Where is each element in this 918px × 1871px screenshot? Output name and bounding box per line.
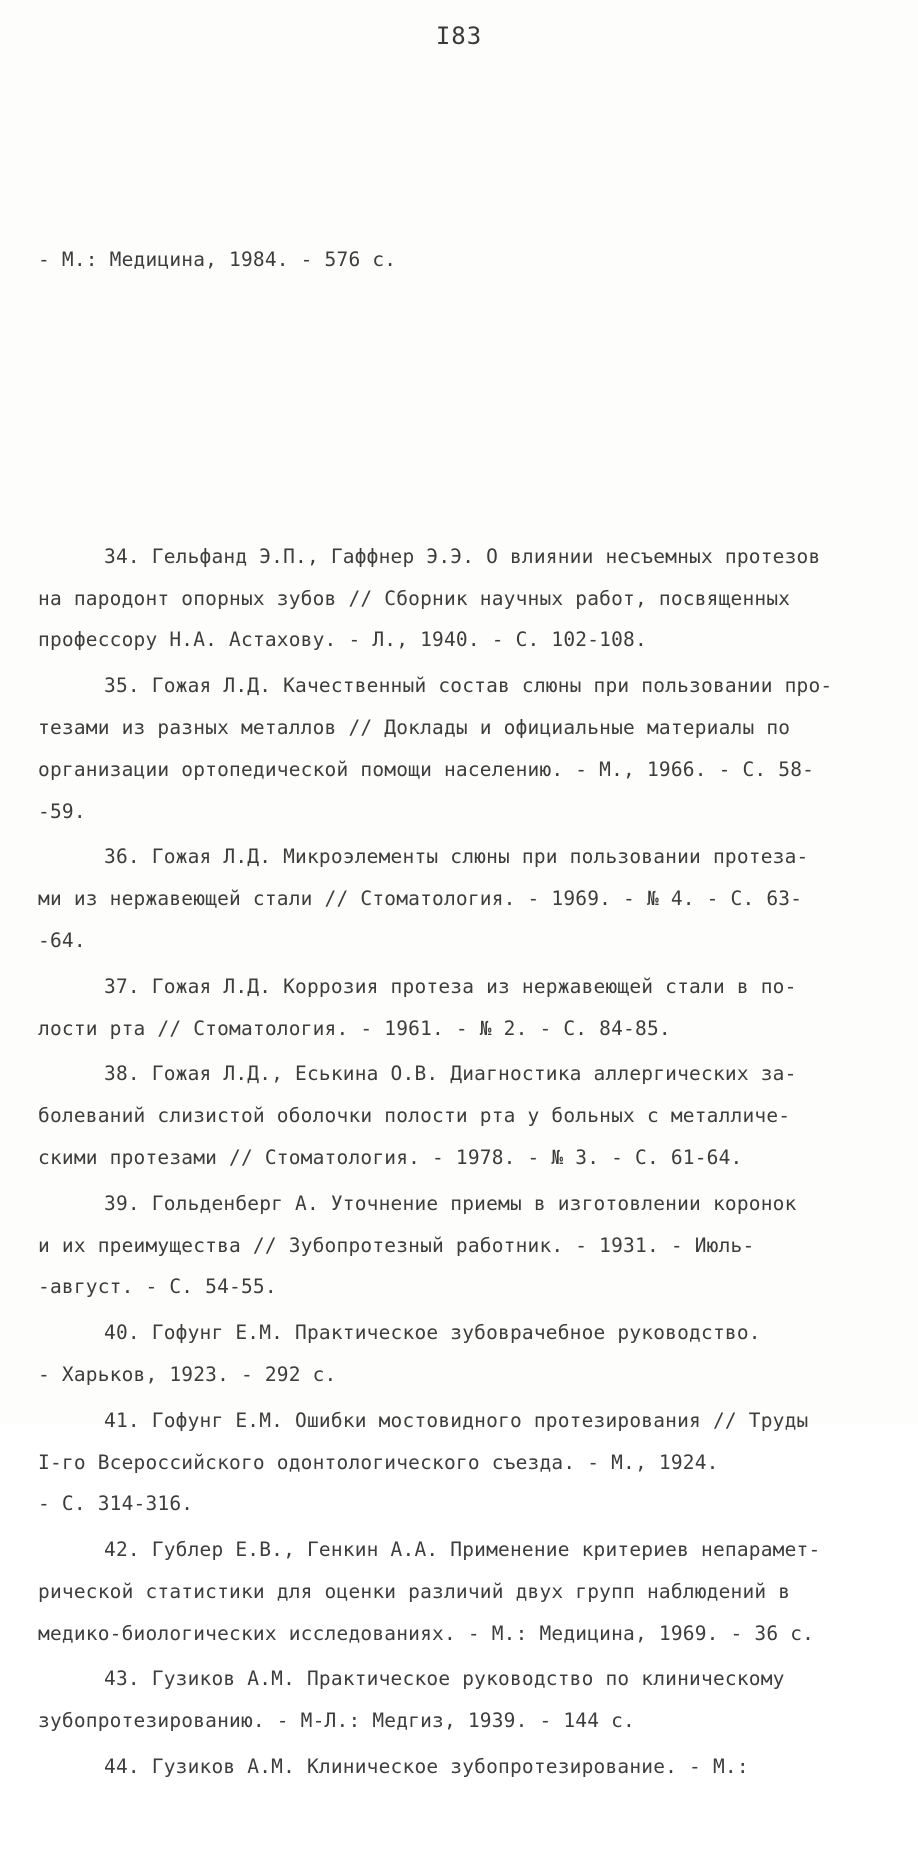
text-line-content: лости рта // Стоматология. - 1961. - № 2. - С. 84-85. (38, 1016, 671, 1040)
text-line (38, 1266, 886, 1308)
text-line: - М.: Медицина, 1984. - 576 с. (38, 248, 397, 272)
text-line (38, 1571, 886, 1613)
bibliography-entry (38, 1183, 886, 1308)
text-line-content: рической статистики для оценки различий двух групп наблюдений в (38, 1579, 791, 1603)
text-line (38, 1529, 886, 1571)
text-line (38, 1312, 886, 1354)
text-line (38, 1483, 886, 1525)
text-line-content: 36. Гожая Л.Д. Микроэлементы слюны при пользовании протеза- (104, 845, 809, 869)
text-line-content: - С. 314-316. (38, 1492, 194, 1516)
text-line-content: - Харьков, 1923. - 292 с. (38, 1362, 337, 1386)
text-line (38, 707, 886, 749)
text-line (38, 619, 886, 661)
text-line-content: 37. Гожая Л.Д. Коррозия протеза из нержавеющей стали в по- (104, 974, 797, 998)
text-line-content: скими протезами // Стоматология. - 1978. - № 3. - С. 61-64. (38, 1145, 743, 1169)
text-line-content: 41. Гофунг Е.М. Ошибки мостовидного протезирования // Труды (104, 1408, 809, 1432)
text-line (38, 966, 886, 1008)
bibliography-entry (38, 1746, 886, 1788)
page-number: I83 (435, 22, 483, 50)
text-line (38, 1137, 886, 1179)
text-line (38, 1095, 886, 1137)
text-line-content: -64. (38, 928, 86, 952)
bibliography-entry (38, 1400, 886, 1525)
text-line-content: болеваний слизистой оболочки полости рта у больных с металличе- (38, 1104, 791, 1128)
text-line (38, 878, 886, 920)
text-line-content: организации ортопедической помощи населению. - М., 1966. - С. 58- (38, 757, 815, 781)
text-line (38, 1354, 886, 1396)
text-line (38, 1442, 886, 1484)
text-line (38, 1225, 886, 1267)
text-line-content: I-го Всероссийского одонтологического съезда. - М., 1924. (38, 1450, 719, 1474)
bibliography-list (38, 72, 886, 1871)
bibliography-entry (38, 1312, 886, 1396)
text-line-content: медико-биологических исследованиях. - М.: Медицина, 1969. - 36 с. (38, 1621, 815, 1645)
text-line-content: -59. (38, 799, 86, 823)
text-line (38, 1746, 886, 1788)
text-line-content: зубопротезированию. - М-Л.: Медгиз, 1939. - 144 с. (38, 1709, 635, 1733)
bibliography-entry (38, 836, 886, 961)
text-line-content: на пародонт опорных зубов // Сборник научных работ, посвященных (38, 586, 791, 610)
text-line (38, 836, 886, 878)
text-line (38, 1008, 886, 1050)
text-line (38, 791, 886, 833)
text-line (38, 536, 886, 578)
text-line (38, 665, 886, 707)
text-line (38, 578, 886, 620)
text-line (38, 1183, 886, 1225)
text-line-content: тезами из разных металлов // Доклады и официальные материалы по (38, 715, 791, 739)
text-line-content: 42. Гублер Е.В., Генкин А.А. Применение критериев непарамет- (104, 1538, 821, 1562)
text-line-content: 40. Гофунг Е.М. Практическое зубоврачебное руководство. (104, 1321, 761, 1345)
text-line-content: 39. Гольденберг А. Уточнение приемы в изготовлении коронок (104, 1191, 797, 1215)
text-line (38, 920, 886, 962)
text-line (38, 1700, 886, 1742)
text-line (38, 749, 886, 791)
text-line-content: 34. Гельфанд Э.П., Гаффнер Э.Э. О влиянии несъемных протезов (104, 544, 821, 568)
text-line (38, 1053, 886, 1095)
bibliography-entry (38, 1529, 886, 1654)
text-line-content: ми из нержавеющей стали // Стоматология. - 1969. - № 4. - С. 63- (38, 887, 803, 911)
text-line-content: 44. Гузиков А.М. Клиническое зубопротезирование. - М.: (104, 1755, 749, 1779)
text-line-content: -август. - С. 54-55. (38, 1275, 277, 1299)
bibliography-entry (38, 1053, 886, 1178)
text-line (38, 1658, 886, 1700)
bibliography-entries (38, 536, 886, 1788)
bibliography-entry (38, 966, 886, 1050)
text-line (38, 1613, 886, 1655)
text-line (38, 1400, 886, 1442)
text-line-content: 38. Гожая Л.Д., Еськина О.В. Диагностика аллергических за- (104, 1062, 797, 1086)
text-line-content: 43. Гузиков А.М. Практическое руководство по клиническому (104, 1667, 785, 1691)
bibliography-continuation (38, 156, 886, 365)
bibliography-entry (38, 536, 886, 661)
bibliography-entry (38, 665, 886, 832)
text-line-content: профессору Н.А. Астахову. - Л., 1940. - С. 102-108. (38, 628, 647, 652)
text-line-content: 35. Гожая Л.Д. Качественный состав слюны при пользовании про- (104, 674, 833, 698)
bibliography-entry (38, 1658, 886, 1742)
text-line-content: и их преимущества // Зубопротезный работник. - 1931. - Июль- (38, 1233, 755, 1257)
